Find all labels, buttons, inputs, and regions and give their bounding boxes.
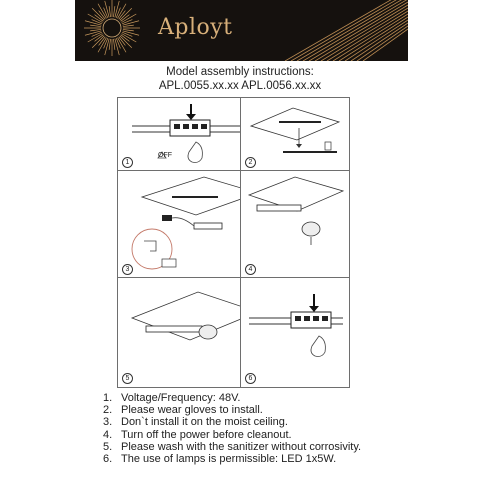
sunburst-logo-icon bbox=[75, 0, 408, 61]
document-title: Model assembly instructions: bbox=[166, 66, 314, 78]
step-number: 1 bbox=[122, 157, 133, 168]
instruction-notes bbox=[103, 392, 361, 465]
step-panel-4 bbox=[240, 170, 350, 279]
note-item: 3. Don`t install it on the moist ceiling. bbox=[103, 416, 288, 429]
note-item: 5. Please wash with the sanitizer without corrosivity. bbox=[103, 440, 362, 453]
final-connector-illustration bbox=[241, 278, 349, 387]
note-item: 2. Please wear gloves to install. bbox=[103, 404, 263, 417]
note-item: 6. The use of lamps is permissible: LED 1x5W. bbox=[103, 453, 337, 466]
model-numbers: APL.0055.xx.xx APL.0056.xx.xx bbox=[158, 80, 322, 92]
note-item: 4. Turn off the power before cleanout. bbox=[103, 428, 292, 441]
ceiling-mount-illustration bbox=[241, 98, 349, 171]
power-off-label: OFF bbox=[158, 152, 172, 159]
step-panel-6 bbox=[240, 277, 350, 388]
brand-banner bbox=[75, 0, 408, 61]
brand-name: Aployt bbox=[158, 15, 233, 40]
step-number: 2 bbox=[245, 157, 256, 168]
step-number: 4 bbox=[245, 264, 256, 275]
step-number: 6 bbox=[245, 373, 256, 384]
step-panel-2 bbox=[240, 97, 350, 172]
step-number: 5 bbox=[122, 373, 133, 384]
lamp-module-illustration bbox=[241, 171, 349, 278]
note-item: 1. Voltage/Frequency: 48V. bbox=[103, 392, 241, 404]
step-number: 3 bbox=[122, 264, 133, 275]
